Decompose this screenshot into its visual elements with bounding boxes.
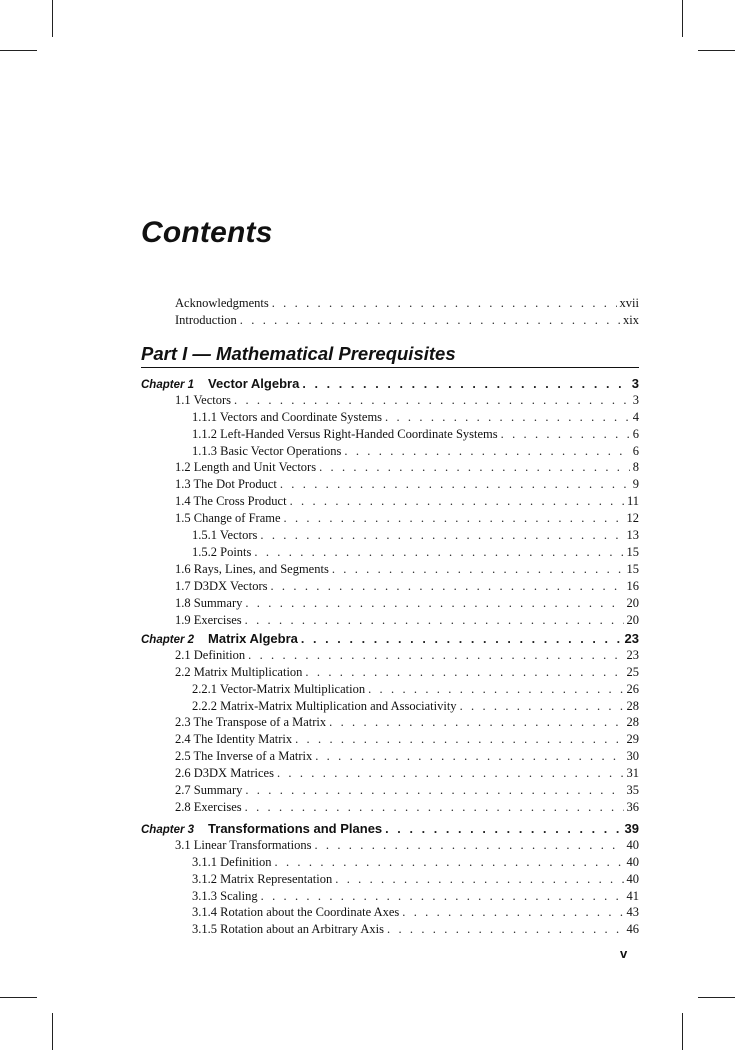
toc-entry <box>175 647 639 664</box>
toc-entry <box>175 476 639 493</box>
toc-entry-label: 1.5.1 Vectors <box>192 528 258 542</box>
toc-page-number: 23 <box>624 631 639 646</box>
toc-entry-label: 2.2.1 Vector-Matrix Multiplication <box>192 682 366 696</box>
toc-entry-label: 1.1.1 Vectors and Coordinate Systems <box>192 410 383 424</box>
toc-page-number: 6 <box>632 427 639 441</box>
dot-leader <box>234 392 630 409</box>
dot-leader <box>284 510 624 527</box>
toc-row <box>0 871 735 888</box>
toc-entry-label: 2.8 Exercises <box>175 800 242 814</box>
dot-leader <box>344 443 629 460</box>
dot-leader <box>302 376 628 393</box>
toc-page-number: 46 <box>626 922 639 936</box>
crop-mark <box>682 0 683 37</box>
dot-leader <box>385 409 630 426</box>
toc-row <box>0 837 735 854</box>
toc-page-number: xvii <box>619 296 639 310</box>
dot-leader <box>245 595 623 612</box>
toc-row <box>0 921 735 938</box>
toc-row <box>0 854 735 871</box>
toc-page-number: 39 <box>624 821 639 836</box>
toc-page-number: 6 <box>632 444 639 458</box>
toc-page-number: 40 <box>626 838 639 852</box>
toc-page-number: 20 <box>626 613 639 627</box>
toc-page-number: 23 <box>626 648 639 662</box>
toc-chapter-row <box>0 630 735 647</box>
toc-page-number: 40 <box>626 872 639 886</box>
toc-row <box>0 888 735 905</box>
toc-entry-label: 1.8 Summary <box>175 596 243 610</box>
crop-mark <box>698 50 735 51</box>
toc-row <box>0 544 735 561</box>
toc-entry-label: 2.3 The Transpose of a Matrix <box>175 715 327 729</box>
toc-entry <box>175 595 639 612</box>
chapter-label: Chapter 1 <box>141 379 195 391</box>
toc-page-number: 25 <box>626 665 639 679</box>
toc-chapter-row <box>0 820 735 837</box>
toc-entry-label: 1.2 Length and Unit Vectors <box>175 460 317 474</box>
toc-entry <box>192 426 639 443</box>
toc-entry-label: Acknowledgments <box>175 296 269 310</box>
toc-row <box>0 295 735 312</box>
toc-row <box>0 799 735 816</box>
toc-row <box>0 612 735 629</box>
toc-entry-label: 1.9 Exercises <box>175 613 242 627</box>
toc-row <box>0 527 735 544</box>
toc-entry-label: 2.4 The Identity Matrix <box>175 732 293 746</box>
toc-entry-label: 3.1.4 Rotation about the Coordinate Axes <box>192 905 400 919</box>
dot-leader <box>295 731 623 748</box>
crop-mark <box>0 997 37 998</box>
chapter-label: Chapter 2 <box>141 634 195 646</box>
toc-entry <box>175 837 639 854</box>
toc-entry <box>175 714 639 731</box>
toc-entry <box>175 664 639 681</box>
page-title: Contents <box>141 216 273 249</box>
crop-mark <box>682 1013 683 1050</box>
toc-entry <box>175 578 639 595</box>
dot-leader <box>335 871 623 888</box>
toc-entry <box>175 510 639 527</box>
toc-page-number: 12 <box>626 511 639 525</box>
toc-entry <box>175 765 639 782</box>
toc-row <box>0 647 735 664</box>
toc-row <box>0 681 735 698</box>
dot-leader <box>501 426 630 443</box>
dot-leader <box>240 312 620 329</box>
toc-row <box>0 561 735 578</box>
dot-leader <box>254 544 623 561</box>
dot-leader <box>301 631 622 648</box>
toc-entry <box>192 921 639 938</box>
dot-leader <box>290 493 624 510</box>
toc-entry-label: 2.6 D3DX Matrices <box>175 766 274 780</box>
dot-leader <box>402 904 623 921</box>
toc-entry-label: 1.5.2 Points <box>192 545 252 559</box>
toc-entry <box>192 871 639 888</box>
toc-row <box>0 904 735 921</box>
dot-leader <box>245 799 624 816</box>
toc-row <box>0 664 735 681</box>
dot-leader <box>272 295 617 312</box>
toc-entry-label: 3.1.3 Scaling <box>192 889 258 903</box>
toc-page-number: 36 <box>626 800 639 814</box>
dot-leader <box>245 612 624 629</box>
toc-entry-label: 1.1 Vectors <box>175 393 232 407</box>
toc-entry-label: 3.1.5 Rotation about an Arbitrary Axis <box>192 922 384 936</box>
toc-page-number: 26 <box>626 682 639 696</box>
toc-entry <box>175 312 639 329</box>
dot-leader <box>319 459 630 476</box>
chapter-label: Chapter 3 <box>141 824 195 836</box>
toc-row <box>0 510 735 527</box>
toc-page-number: 15 <box>626 545 639 559</box>
toc-entry-label: 1.1.3 Basic Vector Operations <box>192 444 342 458</box>
toc-page-number: 41 <box>626 889 639 903</box>
toc-entry-label: 1.1.2 Left-Handed Versus Right-Handed Coordinate Systems <box>192 427 498 441</box>
toc-entry <box>175 459 639 476</box>
toc-page-number: 15 <box>626 562 639 576</box>
toc-entry <box>175 392 639 409</box>
chapter-title: Matrix Algebra <box>208 631 298 646</box>
toc-page-number: 13 <box>626 528 639 542</box>
toc-page-number: 29 <box>626 732 639 746</box>
dot-leader <box>248 647 623 664</box>
toc-row <box>0 748 735 765</box>
dot-leader <box>329 714 623 731</box>
toc-entry-label: 2.1 Definition <box>175 648 246 662</box>
dot-leader <box>270 578 623 595</box>
toc-entry-label: 1.6 Rays, Lines, and Segments <box>175 562 329 576</box>
toc-entry-label: 3.1.2 Matrix Representation <box>192 872 333 886</box>
dot-leader <box>314 837 623 854</box>
dot-leader <box>275 854 624 871</box>
toc-entry <box>175 493 639 510</box>
toc-row <box>0 595 735 612</box>
toc-entry <box>175 731 639 748</box>
toc-page-number: 28 <box>626 699 639 713</box>
toc-entry <box>175 295 639 312</box>
toc-row <box>0 312 735 329</box>
page-folio: v <box>620 946 628 961</box>
toc-entry-label: 1.5 Change of Frame <box>175 511 281 525</box>
toc-entry <box>175 612 639 629</box>
toc-row <box>0 493 735 510</box>
part-rule <box>141 367 639 368</box>
crop-mark <box>52 1013 53 1050</box>
toc-row <box>0 459 735 476</box>
toc-entry-label: 3.1 Linear Transformations <box>175 838 312 852</box>
dot-leader <box>280 476 630 493</box>
toc-entry <box>192 904 639 921</box>
dot-leader <box>387 921 624 938</box>
toc-page-number: 11 <box>626 494 639 508</box>
dot-leader <box>368 681 623 698</box>
toc-page-number: 4 <box>632 410 639 424</box>
toc-entry <box>192 888 639 905</box>
toc-row <box>0 426 735 443</box>
toc-entry <box>192 527 639 544</box>
toc-entry-label: 2.2 Matrix Multiplication <box>175 665 303 679</box>
toc-entry <box>192 681 639 698</box>
toc-row <box>0 578 735 595</box>
toc-entry <box>192 443 639 460</box>
dot-leader <box>385 821 621 838</box>
dot-leader <box>277 765 624 782</box>
toc-page-number: 16 <box>626 579 639 593</box>
toc-page-number: 9 <box>632 477 639 491</box>
dot-leader <box>260 527 623 544</box>
toc-row <box>0 782 735 799</box>
toc-entry <box>192 409 639 426</box>
toc-entry-label: 2.7 Summary <box>175 783 243 797</box>
toc-entry-label: 2.5 The Inverse of a Matrix <box>175 749 313 763</box>
crop-mark <box>0 50 37 51</box>
toc-page-number: 43 <box>626 905 639 919</box>
toc-entry <box>192 854 639 871</box>
toc-entry-label: 3.1.1 Definition <box>192 855 272 869</box>
toc-entry <box>192 544 639 561</box>
toc-entry-label: 1.3 The Dot Product <box>175 477 277 491</box>
toc-entry <box>175 748 639 765</box>
toc-page-number: 28 <box>626 715 639 729</box>
crop-mark <box>52 0 53 37</box>
toc-entry-label: Introduction <box>175 313 237 327</box>
toc-entry <box>175 561 639 578</box>
toc-page-number: 8 <box>632 460 639 474</box>
toc-page-number: 30 <box>626 749 639 763</box>
toc-row <box>0 392 735 409</box>
crop-mark <box>698 997 735 998</box>
toc-page-number: 35 <box>626 783 639 797</box>
toc-row <box>0 714 735 731</box>
toc-entry-label: 1.4 The Cross Product <box>175 494 287 508</box>
toc-row <box>0 698 735 715</box>
dot-leader <box>315 748 623 765</box>
dot-leader <box>261 888 624 905</box>
toc-entry <box>175 782 639 799</box>
toc-page-number: 40 <box>626 855 639 869</box>
toc-page-number: 31 <box>626 766 639 780</box>
toc-row <box>0 731 735 748</box>
toc-entry-label: 2.2.2 Matrix-Matrix Multiplication and Associativity <box>192 699 457 713</box>
dot-leader <box>245 782 623 799</box>
dot-leader <box>460 698 624 715</box>
toc-entry <box>175 799 639 816</box>
chapter-title: Vector Algebra <box>208 376 300 391</box>
toc-row <box>0 443 735 460</box>
dot-leader <box>305 664 623 681</box>
part-title: Part I — Mathematical Prerequisites <box>141 343 456 364</box>
toc-entry-label: 1.7 D3DX Vectors <box>175 579 268 593</box>
toc-row <box>0 476 735 493</box>
toc-page-number: 20 <box>626 596 639 610</box>
chapter-title: Transformations and Planes <box>208 821 383 836</box>
toc-page-number: 3 <box>632 393 639 407</box>
toc-row <box>0 765 735 782</box>
toc-page-number: 3 <box>631 376 639 391</box>
toc-entry <box>192 698 639 715</box>
toc-page-number: xix <box>623 313 639 327</box>
toc-row <box>0 409 735 426</box>
dot-leader <box>332 561 624 578</box>
toc-chapter-row <box>0 375 735 392</box>
